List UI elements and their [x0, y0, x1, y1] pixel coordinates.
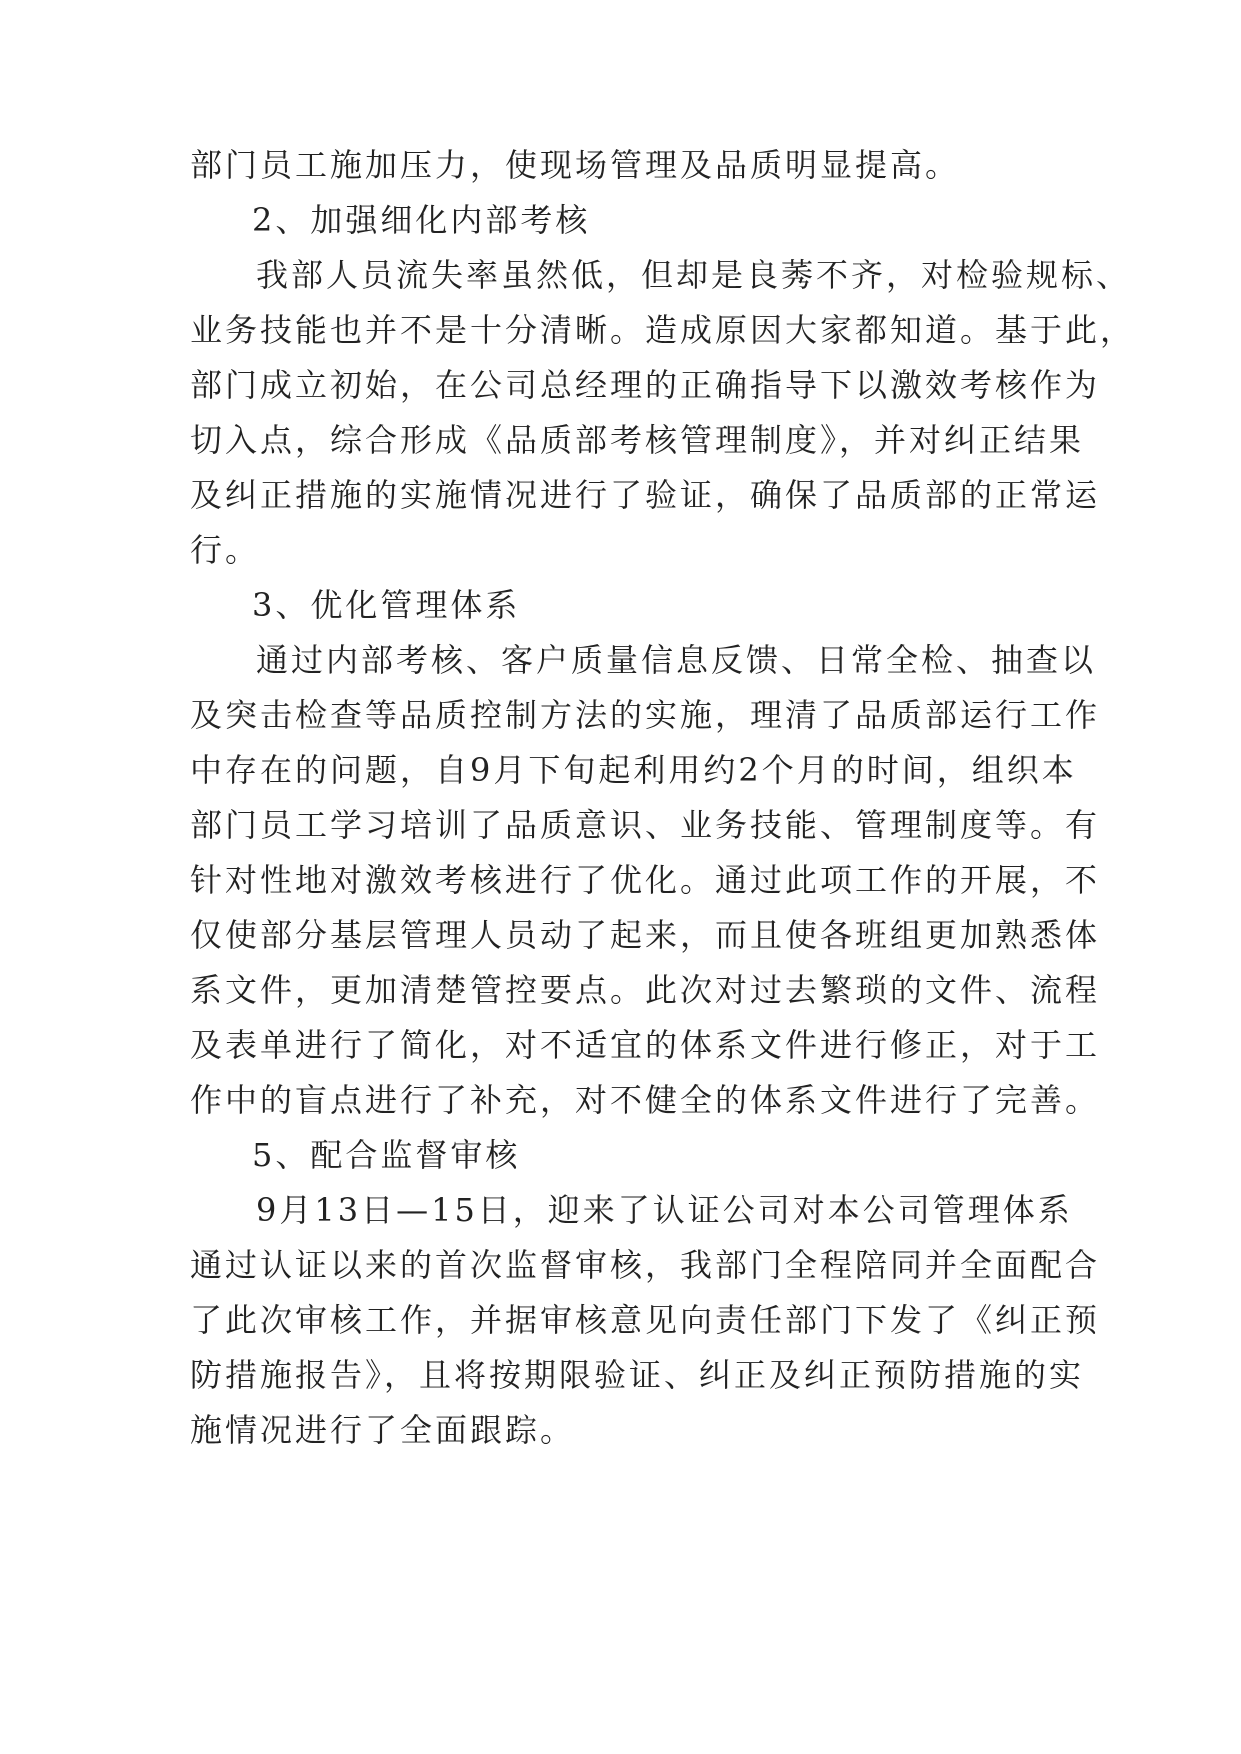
text-line: 仅使部分基层管理人员动了起来，而且使各班组更加熟悉体 [190, 916, 1101, 954]
text-line: 防措施报告》，且将按期限验证、纠正及纠正预防措施的实 [190, 1356, 1085, 1394]
text-line: 我部人员流失率虽然低，但却是良莠不齐，对检验规标、 [256, 256, 1132, 294]
text-line: 针对性地对激效考核进行了优化。通过此项工作的开展，不 [190, 861, 1101, 899]
text-line: 部门员工施加压力，使现场管理及品质明显提高。 [190, 146, 961, 184]
text-line: 系文件，更加清楚管控要点。此次对过去繁琐的文件、流程 [190, 971, 1101, 1009]
text-line: 作中的盲点进行了补充，对不健全的体系文件进行了完善。 [190, 1081, 1101, 1119]
text-line: 了此次审核工作，并据审核意见向责任部门下发了《纠正预 [190, 1301, 1101, 1339]
text-line: 施情况进行了全面跟踪。 [190, 1411, 576, 1449]
text-line: 通过认证以来的首次监督审核，我部门全程陪同并全面配合 [190, 1246, 1101, 1284]
text-line: 9月13日—15日，迎来了认证公司对本公司管理体系 [256, 1191, 1073, 1229]
section-heading: 3、优化管理体系 [252, 586, 521, 624]
text-line: 中存在的问题，自9月下旬起利用约2个月的时间，组织本 [190, 751, 1077, 789]
section-heading: 5、配合监督审核 [252, 1136, 521, 1174]
text-line: 通过内部考核、客户质量信息反馈、日常全检、抽查以 [256, 641, 1097, 679]
text-line: 及表单进行了简化，对不适宜的体系文件进行修正，对于工 [190, 1026, 1101, 1064]
text-line: 及纠正措施的实施情况进行了验证，确保了品质部的正常运 [190, 476, 1101, 514]
text-line: 部门成立初始，在公司总经理的正确指导下以激效考核作为 [190, 366, 1101, 404]
text-line: 业务技能也并不是十分清晰。造成原因大家都知道。基于此， [190, 311, 1136, 349]
text-line: 部门员工学习培训了品质意识、业务技能、管理制度等。有 [190, 806, 1101, 844]
section-heading: 2、加强细化内部考核 [252, 201, 591, 239]
text-line: 行。 [190, 531, 261, 569]
text-line: 及突击检查等品质控制方法的实施，理清了品质部运行工作 [190, 696, 1101, 734]
text-line: 切入点，综合形成《品质部考核管理制度》，并对纠正结果 [190, 421, 1085, 459]
